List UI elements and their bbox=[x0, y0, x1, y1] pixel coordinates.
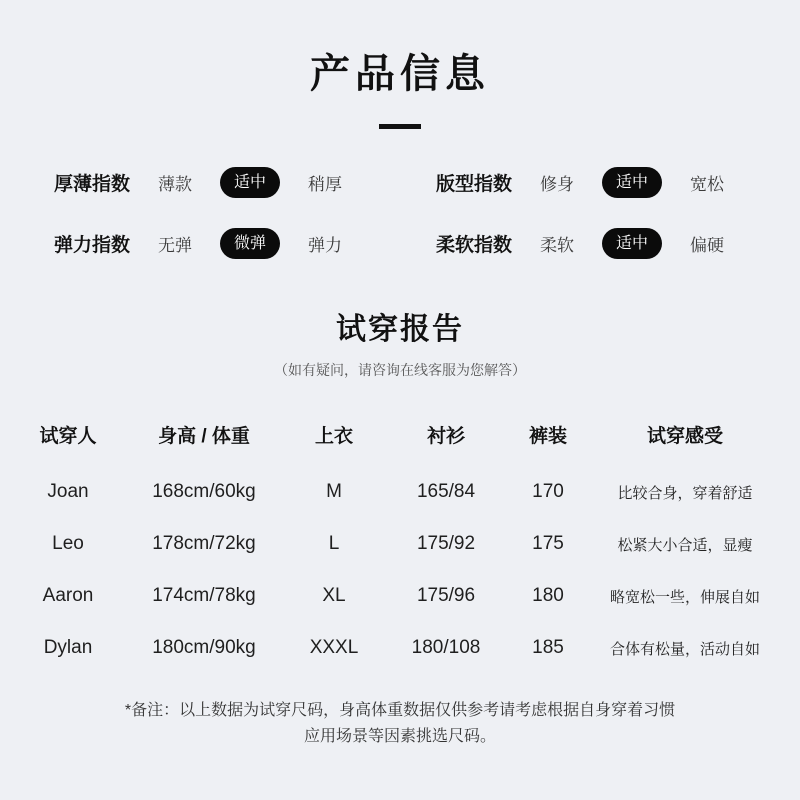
table-cell: 170 bbox=[532, 481, 564, 502]
table-cell: Aaron bbox=[42, 585, 94, 606]
index-option-selected: 适中 bbox=[220, 167, 280, 198]
footnote-line-2: 应用场景等因素挑选尺码。 bbox=[303, 728, 496, 745]
column-header: 上衣 bbox=[314, 425, 353, 447]
table-cell: 168cm/60kg bbox=[152, 481, 256, 502]
table-row bbox=[0, 466, 800, 518]
table-cell: 185 bbox=[532, 637, 564, 658]
index-option: 弹力 bbox=[308, 235, 343, 255]
table-row bbox=[0, 518, 800, 570]
report-title: 试穿报告 bbox=[336, 313, 464, 346]
table-cell: L bbox=[328, 533, 340, 554]
table-cell: Dylan bbox=[43, 637, 93, 658]
table-header-row bbox=[0, 412, 800, 456]
table-cell: XXXL bbox=[309, 637, 359, 658]
table-cell: Leo bbox=[52, 533, 84, 554]
index-label: 柔软指数 bbox=[436, 234, 513, 256]
index-label: 厚薄指数 bbox=[54, 173, 131, 195]
table-cell: 松紧大小合适，显瘦 bbox=[617, 536, 753, 554]
table-cell: 180/108 bbox=[411, 637, 481, 658]
table-cell: 175/92 bbox=[416, 533, 476, 554]
index-option-selected: 适中 bbox=[602, 228, 662, 259]
table-cell: 175/96 bbox=[416, 585, 476, 606]
table-row bbox=[0, 570, 800, 622]
table-cell: 比较合身，穿着舒适 bbox=[617, 484, 753, 502]
index-label: 弹力指数 bbox=[54, 234, 131, 256]
column-header: 衬衫 bbox=[426, 425, 465, 447]
table-cell: 180 bbox=[532, 585, 564, 606]
column-header: 裤装 bbox=[528, 425, 567, 447]
page-title: 产品信息 bbox=[310, 52, 490, 96]
fit-report-table bbox=[0, 412, 800, 674]
footnote-line-1: *备注：以上数据为试穿尺码，身高体重数据仅供参考请考虑根据自身穿着习惯 bbox=[124, 702, 676, 719]
index-label: 版型指数 bbox=[436, 173, 513, 195]
table-cell: Joan bbox=[47, 481, 89, 502]
table-cell: 174cm/78kg bbox=[152, 585, 256, 606]
table-cell: M bbox=[326, 481, 342, 502]
report-subtitle: （如有疑问，请咨询在线客服为您解答） bbox=[274, 362, 526, 378]
index-option: 偏硬 bbox=[690, 235, 725, 255]
index-option: 修身 bbox=[540, 174, 575, 194]
table-cell: 180cm/90kg bbox=[152, 637, 256, 658]
index-option: 宽松 bbox=[690, 174, 725, 194]
index-option: 柔软 bbox=[540, 235, 575, 255]
column-header: 试穿感受 bbox=[646, 425, 723, 447]
index-option-selected: 微弹 bbox=[220, 228, 280, 259]
footnote bbox=[0, 698, 800, 750]
index-option-selected: 适中 bbox=[602, 167, 662, 198]
index-group-0 bbox=[54, 165, 436, 199]
table-cell: 合体有松量，活动自如 bbox=[609, 640, 760, 658]
table-cell: 略宽松一些，伸展自如 bbox=[609, 588, 760, 606]
title-underline bbox=[379, 124, 421, 129]
index-option: 薄款 bbox=[158, 174, 193, 194]
column-header: 身高 / 体重 bbox=[158, 425, 250, 447]
index-group-2 bbox=[54, 226, 436, 260]
table-row bbox=[0, 622, 800, 674]
table-cell: 165/84 bbox=[416, 481, 476, 502]
index-option: 无弹 bbox=[158, 235, 193, 255]
index-option: 稍厚 bbox=[308, 174, 343, 194]
index-group-1 bbox=[436, 165, 800, 199]
table-cell: 175 bbox=[532, 533, 564, 554]
index-grid bbox=[0, 165, 800, 260]
table-cell: 178cm/72kg bbox=[152, 533, 256, 554]
index-group-3 bbox=[436, 226, 800, 260]
table-cell: XL bbox=[322, 585, 346, 606]
column-header: 试穿人 bbox=[39, 425, 97, 447]
